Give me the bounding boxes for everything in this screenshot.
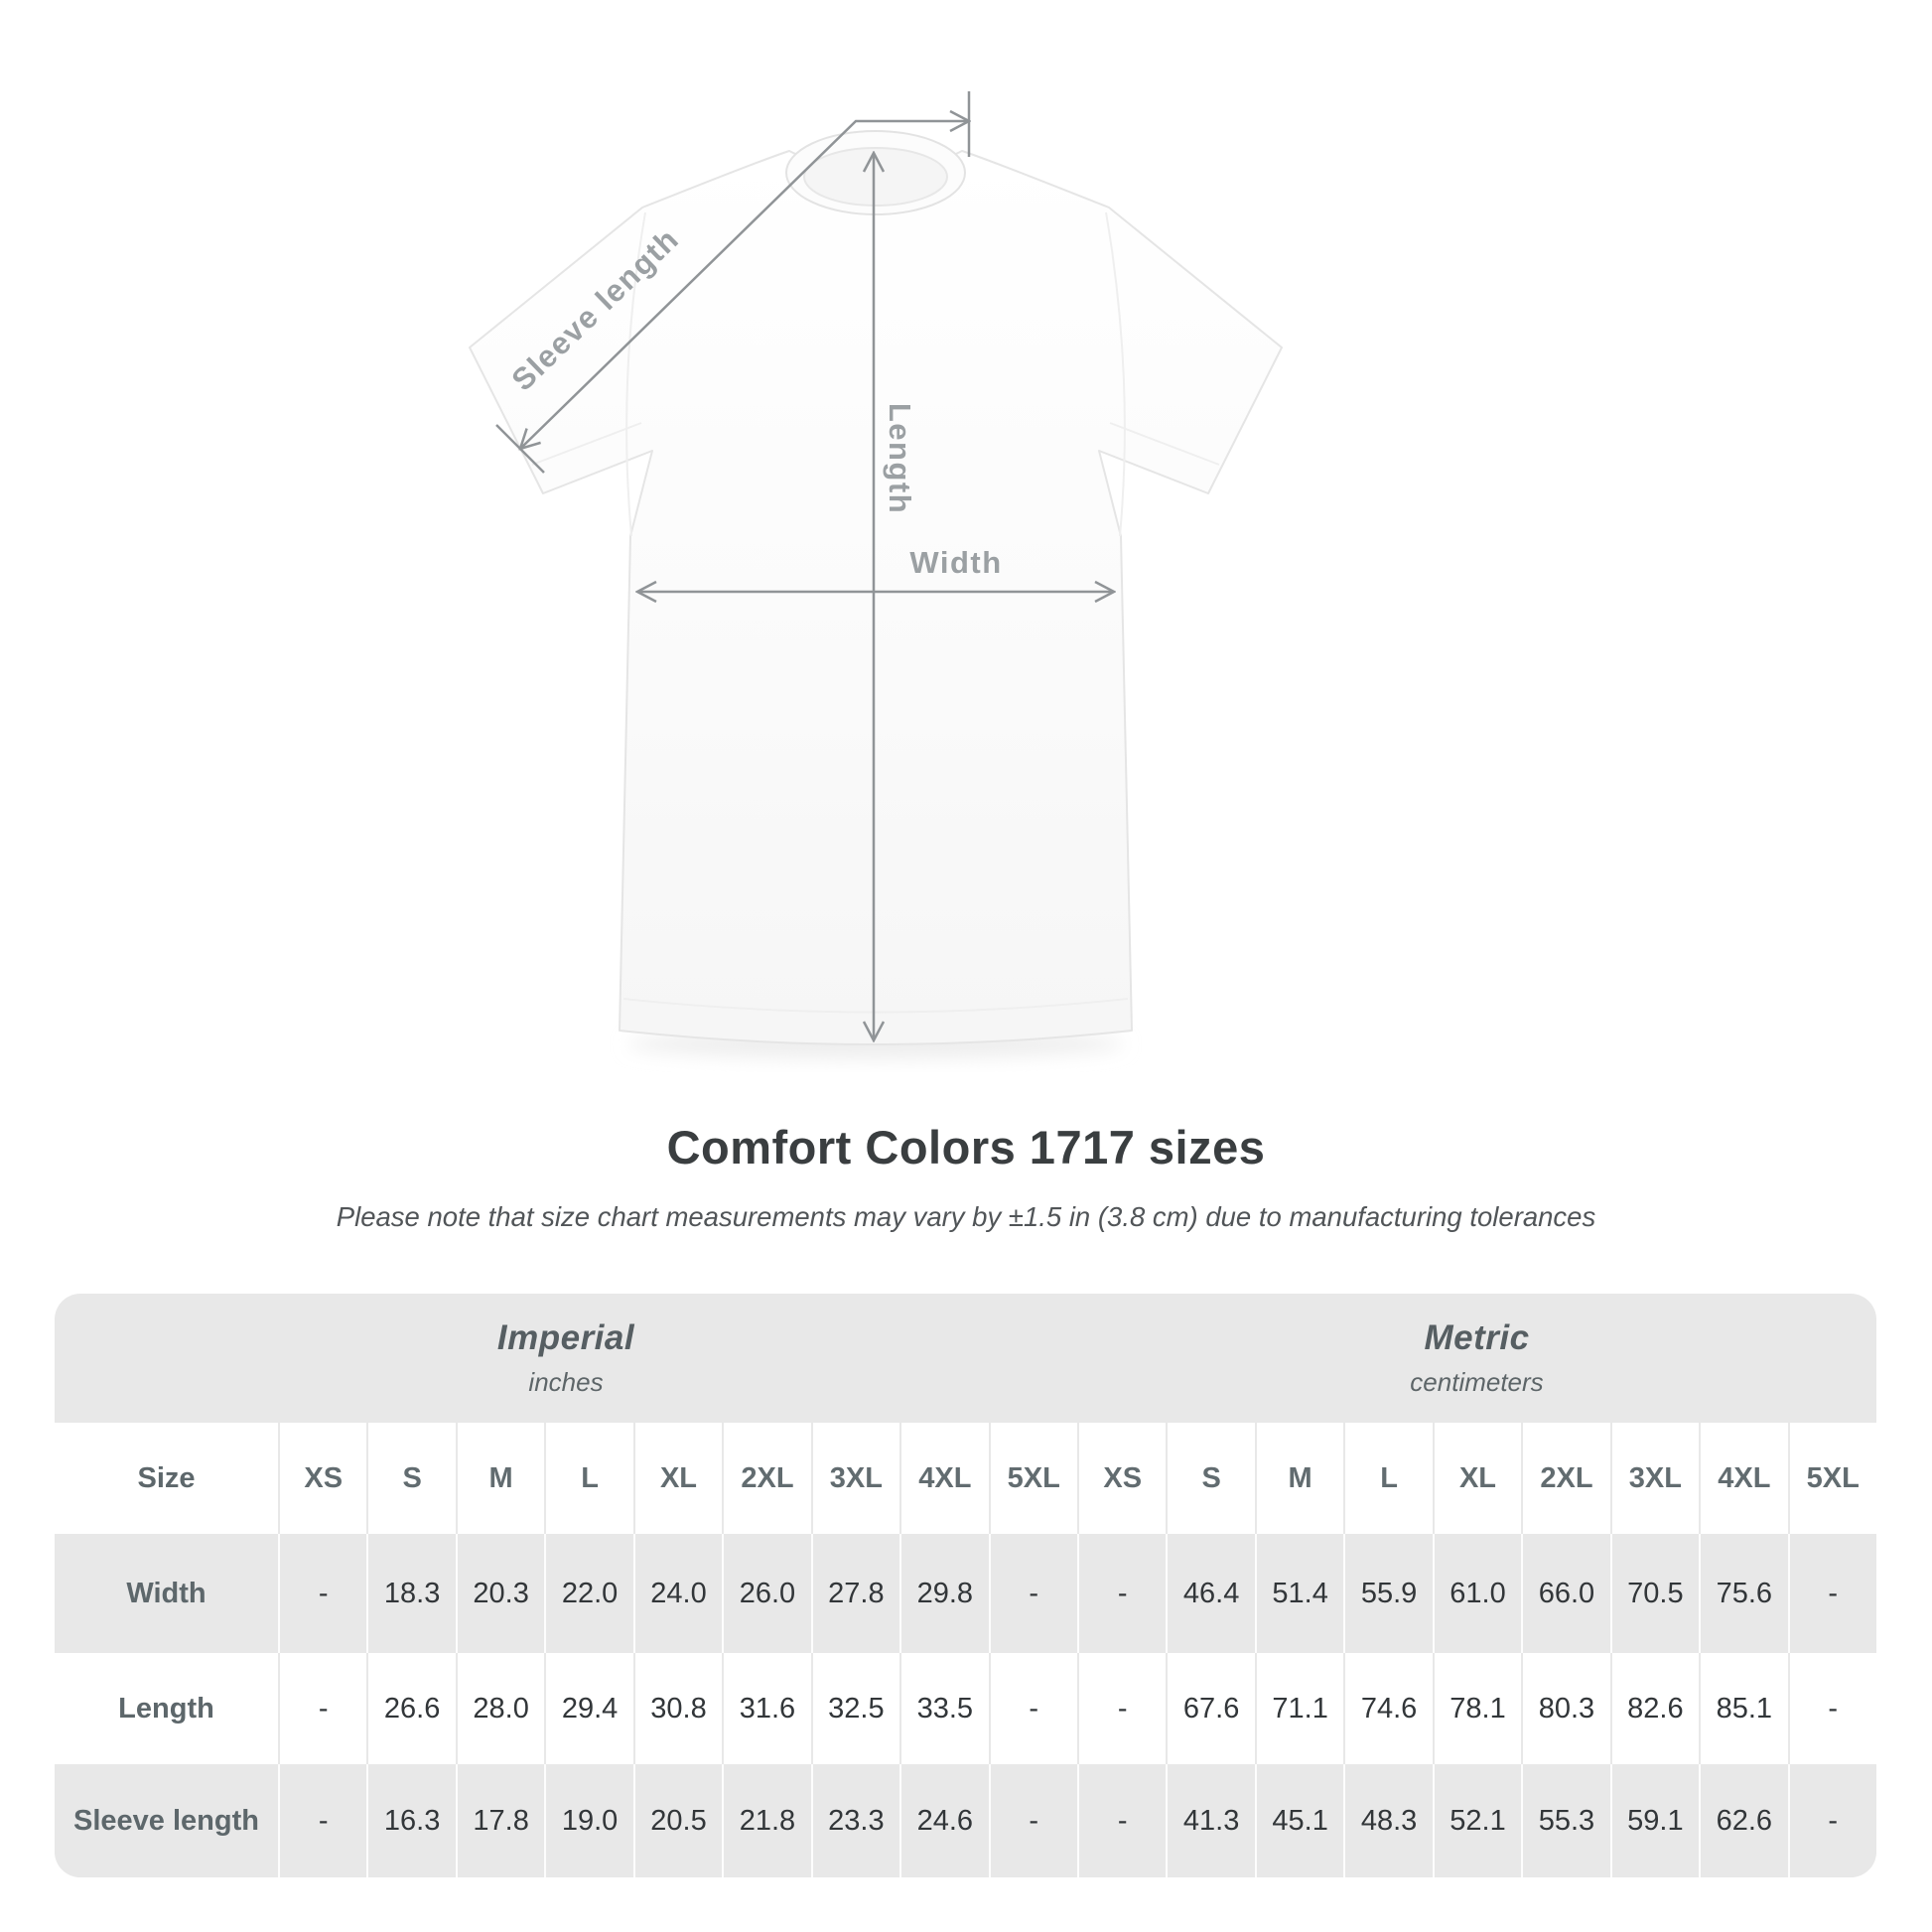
length-row [55, 1653, 1876, 1764]
measurement-cell: 33.5 [899, 1653, 988, 1764]
size-header: M [1255, 1423, 1343, 1534]
size-header: 2XL [1521, 1423, 1609, 1534]
measurement-cell: - [989, 1764, 1077, 1877]
measurement-cell: 46.4 [1166, 1534, 1254, 1653]
measurement-cell: 75.6 [1699, 1534, 1787, 1653]
measurement-cell: 32.5 [811, 1653, 899, 1764]
size-header: 5XL [989, 1423, 1077, 1534]
measurement-cell: 78.1 [1433, 1653, 1521, 1764]
size-header: 3XL [811, 1423, 899, 1534]
measurement-cell: 55.9 [1343, 1534, 1432, 1653]
size-header: L [1343, 1423, 1432, 1534]
tolerance-note: Please note that size chart measurements may vary by ±1.5 in (3.8 cm) due to manufacturing tolerances [336, 1201, 1596, 1232]
size-header: L [544, 1423, 632, 1534]
unit-group-label: Metric [1424, 1318, 1530, 1357]
measurement-cell: - [278, 1653, 366, 1764]
measurement-cell: 48.3 [1343, 1764, 1432, 1877]
size-column-header: Size [137, 1461, 196, 1494]
measurement-cell: 85.1 [1699, 1653, 1787, 1764]
row-label-sleeve-length: Sleeve length [73, 1804, 259, 1837]
measurement-cell: - [989, 1653, 1077, 1764]
measurement-cell: 24.6 [899, 1764, 988, 1877]
measurement-cell: - [278, 1764, 366, 1877]
measurement-cell: 70.5 [1610, 1534, 1699, 1653]
size-header: XL [633, 1423, 722, 1534]
size-header: 5XL [1788, 1423, 1876, 1534]
measurement-cell: 29.8 [899, 1534, 988, 1653]
sleeve-length-label: Sleeve length [504, 220, 686, 398]
measurement-cell: 82.6 [1610, 1653, 1699, 1764]
measurement-cell: 71.1 [1255, 1653, 1343, 1764]
unit-group-imperial [55, 1294, 1077, 1423]
size-header: 3XL [1610, 1423, 1699, 1534]
measurement-cell: - [1788, 1764, 1876, 1877]
measurement-cell: 26.6 [366, 1653, 455, 1764]
measurement-cell: - [1077, 1534, 1166, 1653]
measurement-cell: 74.6 [1343, 1653, 1432, 1764]
measurement-cell: 59.1 [1610, 1764, 1699, 1877]
size-header: XS [278, 1423, 366, 1534]
unit-group-label: Imperial [496, 1318, 635, 1357]
length-label: Length [883, 402, 917, 515]
measurement-cell: 24.0 [633, 1534, 722, 1653]
size-header: S [366, 1423, 455, 1534]
measurement-cell: 20.3 [456, 1534, 544, 1653]
measurement-cell: - [278, 1534, 366, 1653]
measurement-cell: 17.8 [456, 1764, 544, 1877]
measurement-cell: 61.0 [1433, 1534, 1521, 1653]
measurement-cell: 18.3 [366, 1534, 455, 1653]
size-header: S [1166, 1423, 1254, 1534]
measurement-cell: 30.8 [633, 1653, 722, 1764]
measurement-cell: 55.3 [1521, 1764, 1609, 1877]
measurement-cell: 19.0 [544, 1764, 632, 1877]
unit-group-header-row [55, 1294, 1876, 1423]
width-row [55, 1534, 1876, 1653]
size-header: 4XL [899, 1423, 988, 1534]
tshirt-body [470, 151, 1282, 1044]
unit-group-sublabel: inches [528, 1367, 604, 1397]
measurement-cell: - [1077, 1764, 1166, 1877]
width-label: Width [909, 545, 1003, 580]
measurement-cell: 41.3 [1166, 1764, 1254, 1877]
measurement-cell: 51.4 [1255, 1534, 1343, 1653]
measurement-cell: 16.3 [366, 1764, 455, 1877]
tshirt-collar [786, 131, 965, 214]
measurement-cell: 27.8 [811, 1534, 899, 1653]
measurement-cell: 31.6 [722, 1653, 810, 1764]
measurement-cell: - [989, 1534, 1077, 1653]
measurement-cell: 62.6 [1699, 1764, 1787, 1877]
size-header-row [55, 1423, 1876, 1534]
size-header: M [456, 1423, 544, 1534]
page-title: Comfort Colors 1717 sizes [666, 1121, 1266, 1173]
size-header: XS [1077, 1423, 1166, 1534]
measurement-cell: 80.3 [1521, 1653, 1609, 1764]
size-header: XL [1433, 1423, 1521, 1534]
measurement-cell: 23.3 [811, 1764, 899, 1877]
measurement-cell: 45.1 [1255, 1764, 1343, 1877]
unit-group-sublabel: centimeters [1410, 1367, 1544, 1397]
unit-group-metric [1077, 1294, 1876, 1423]
measurement-cell: - [1788, 1653, 1876, 1764]
measurement-cell: 28.0 [456, 1653, 544, 1764]
measurement-cell: 67.6 [1166, 1653, 1254, 1764]
measurement-cell: 20.5 [633, 1764, 722, 1877]
size-header: 2XL [722, 1423, 810, 1534]
size-header: 4XL [1699, 1423, 1787, 1534]
row-label-length: Length [118, 1692, 214, 1725]
row-label-width: Width [126, 1577, 207, 1609]
measurement-cell: 52.1 [1433, 1764, 1521, 1877]
measurement-cell: 22.0 [544, 1534, 632, 1653]
measurement-cell: 29.4 [544, 1653, 632, 1764]
sleeve-length-row [55, 1764, 1876, 1877]
measurement-cell: - [1077, 1653, 1166, 1764]
size-table [55, 1294, 1876, 1877]
measurement-cell: 66.0 [1521, 1534, 1609, 1653]
measurement-cell: - [1788, 1534, 1876, 1653]
measurement-cell: 26.0 [722, 1534, 810, 1653]
measurement-cell: 21.8 [722, 1764, 810, 1877]
